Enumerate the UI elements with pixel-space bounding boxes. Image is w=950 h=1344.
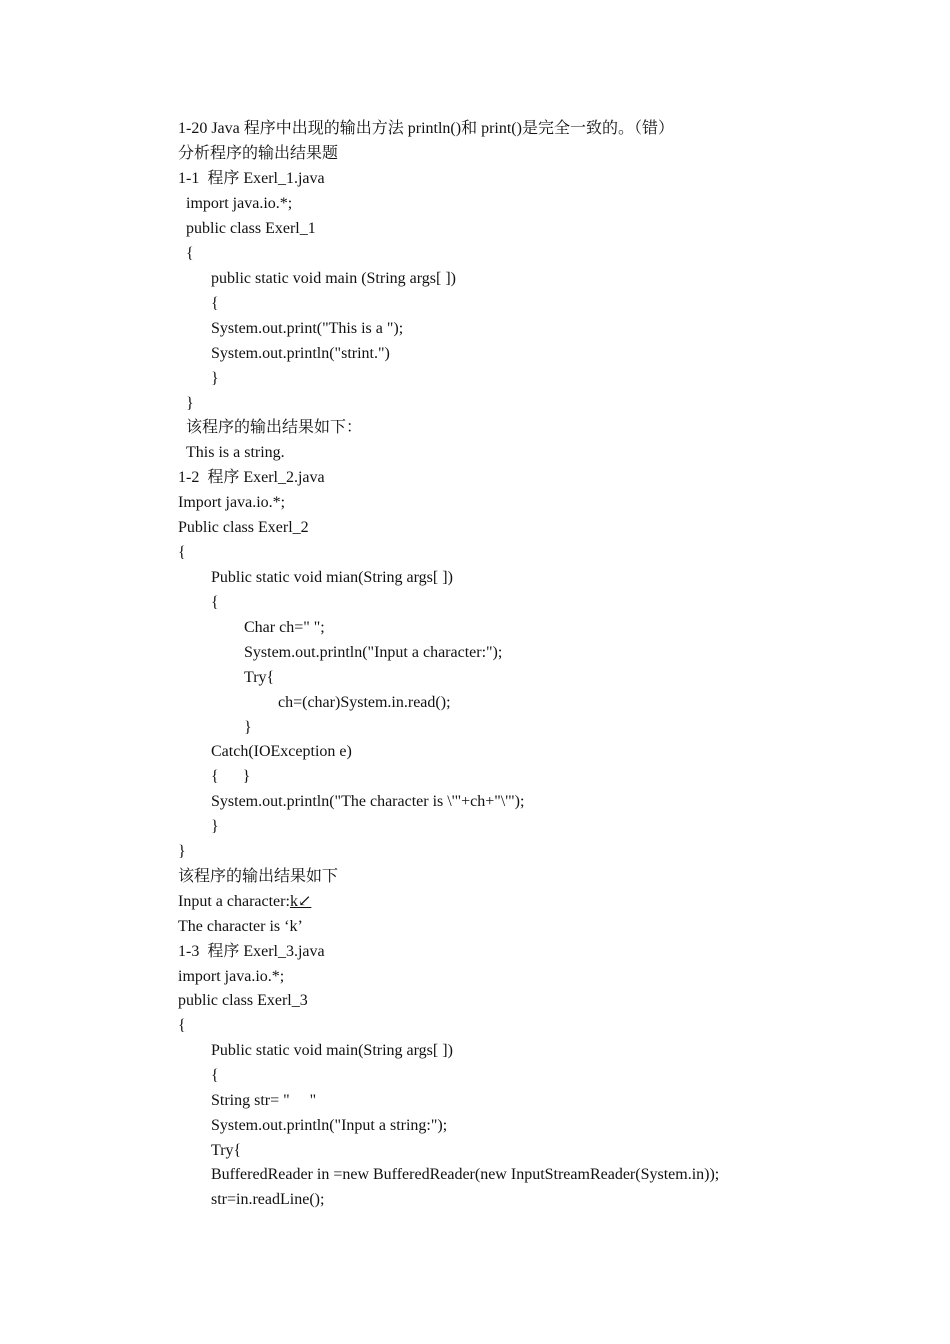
code-line: { — [186, 245, 194, 262]
code-line: str=in.readLine(); — [211, 1191, 325, 1208]
section-heading: 分析程序的输出结果题 — [178, 145, 339, 162]
code-line: { — [211, 594, 219, 611]
code-line: { } — [211, 768, 251, 785]
code-line: String str= " " — [211, 1092, 317, 1109]
output-line: The character is ‘k’ — [178, 918, 303, 935]
code-line: { — [178, 544, 186, 561]
output-line — [178, 889, 311, 914]
code-line: } — [211, 818, 219, 835]
code-line: { — [211, 1067, 219, 1084]
code-line: } — [211, 370, 219, 387]
question-1-20: 1-20 Java 程序中出现的输出方法 println()和 print()是完全一致的。（错） — [178, 120, 674, 137]
code-line: BufferedReader in =new BufferedReader(new InputStreamReader(System.in)); — [211, 1166, 720, 1183]
code-line: ch=(char)System.in.read(); — [278, 694, 451, 711]
code-line: public class Exerl_3 — [178, 992, 308, 1009]
output-caption: 该程序的输出结果如下 — [178, 868, 339, 885]
code-line: System.out.println("The character is \'"+ch+"\'"); — [211, 793, 525, 810]
code-line: System.out.print("This is a "); — [211, 320, 404, 337]
code-line: } — [244, 719, 252, 736]
code-line: Try{ — [244, 669, 275, 686]
code-line: } — [186, 395, 194, 412]
code-line: public static void main (String args[ ]) — [211, 270, 456, 287]
code-line: System.out.println("Input a character:"); — [244, 644, 503, 661]
code-line: Public static void mian(String args[ ]) — [211, 569, 453, 586]
program-title-1-3: 1-3 程序 Exerl_3.java — [178, 943, 325, 960]
code-line: Try{ — [211, 1142, 242, 1159]
code-line: { — [211, 295, 219, 312]
program-title-1-1: 1-1 程序 Exerl_1.java — [178, 170, 325, 187]
code-line: public class Exerl_1 — [186, 220, 316, 237]
code-line: System.out.println("strint.") — [211, 345, 390, 362]
code-line: { — [178, 1017, 186, 1034]
code-line: import java.io.*; — [186, 195, 293, 212]
output-prompt: Input a character: — [178, 893, 290, 910]
output-line: This is a string. — [186, 444, 285, 461]
code-line: System.out.println("Input a string:"); — [211, 1117, 448, 1134]
code-line: Import java.io.*; — [178, 494, 286, 511]
output-caption: 该程序的输出结果如下： — [186, 419, 363, 436]
code-line: Catch(IOException e) — [211, 743, 352, 760]
program-title-1-2: 1-2 程序 Exerl_2.java — [178, 469, 325, 486]
code-line: Public static void main(String args[ ]) — [211, 1042, 453, 1059]
code-line: Char ch=" "; — [244, 619, 325, 636]
code-line: Public class Exerl_2 — [178, 519, 309, 536]
code-line: import java.io.*; — [178, 968, 285, 985]
input-echo: k↙ — [289, 893, 312, 910]
code-line: } — [178, 843, 186, 860]
